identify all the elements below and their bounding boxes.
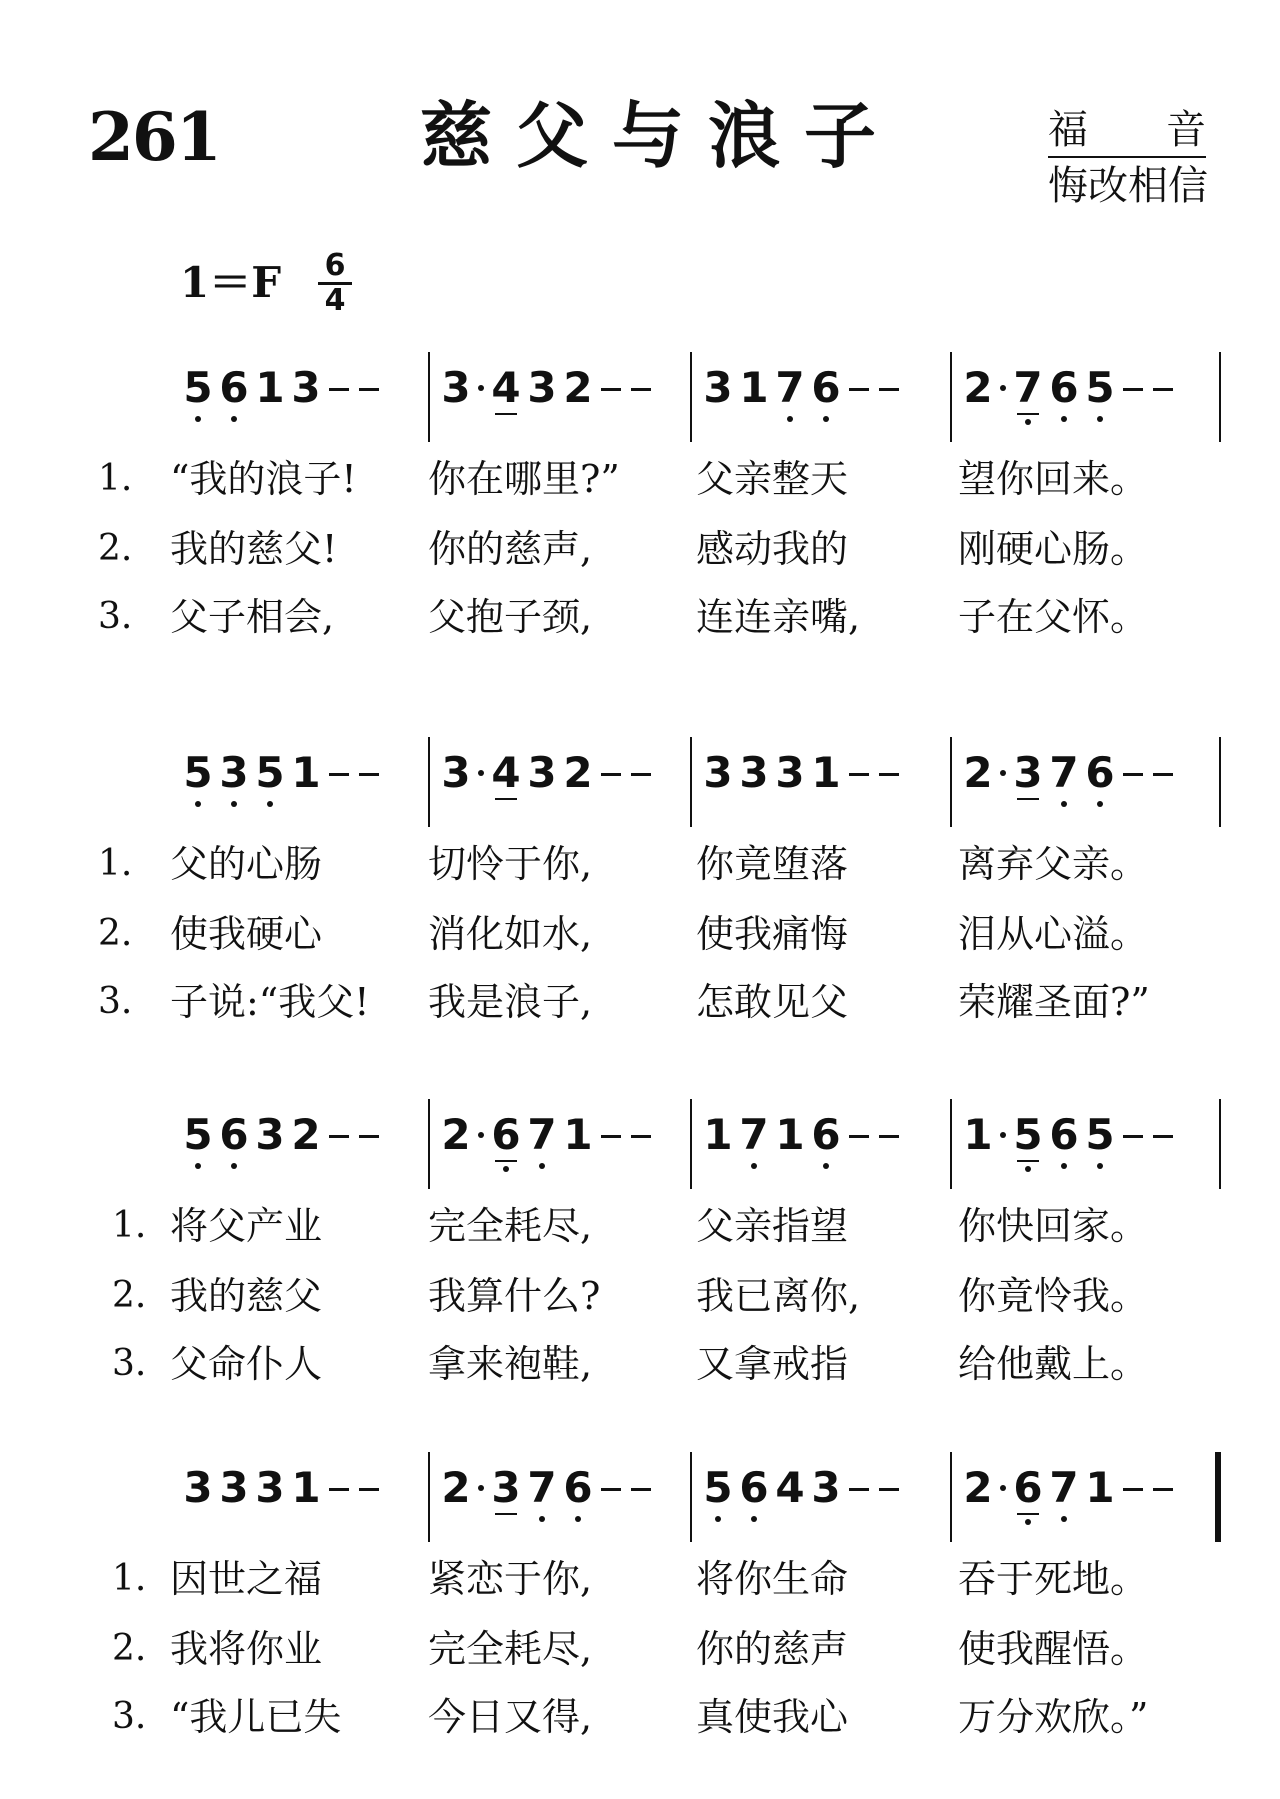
augmentation-dot [474, 749, 488, 807]
barline [690, 1452, 692, 1542]
lyric-phrase: 荣耀圣面?” [958, 980, 1150, 1024]
note: 7 [1010, 364, 1046, 422]
lyric-phrase: 子在父怀。 [958, 595, 1149, 639]
barline [950, 1452, 952, 1542]
verse-number: 1. [112, 1558, 147, 1599]
verse-number: 3. [98, 596, 133, 637]
lyric-phrase: 消化如水, [428, 912, 593, 956]
lyric-phrase: 离弃父亲。 [958, 842, 1149, 886]
measure [960, 1111, 1178, 1171]
barline [1219, 737, 1221, 827]
note: 1 [563, 1110, 593, 1159]
note: 3 [441, 748, 471, 797]
dash-extension [1148, 749, 1178, 807]
note: 3 [183, 1463, 213, 1512]
note: 2 [963, 363, 993, 412]
barline [690, 352, 692, 442]
measure [180, 749, 384, 809]
lyric-phrase: 今日又得, [428, 1695, 593, 1739]
note: 3 [255, 1463, 285, 1512]
dash-extension [844, 1464, 874, 1522]
credit-source-left: 福 [1048, 107, 1088, 153]
lyric-phrase: 刚硬心肠。 [958, 527, 1149, 571]
note: 1 [703, 1110, 733, 1159]
note: 1 [1085, 1463, 1115, 1512]
dash-extension [626, 1464, 656, 1522]
note: 5 [700, 1464, 736, 1522]
dash-extension [1148, 1464, 1178, 1522]
barline [950, 737, 952, 827]
notation-system-3 [0, 1099, 1280, 1189]
lyric-phrase: 使我醒悟。 [958, 1627, 1149, 1671]
barline [950, 1099, 952, 1189]
lyric-phrase: 完全耗尽, [428, 1627, 593, 1671]
note: 2 [963, 1463, 993, 1512]
dash-extension [1148, 364, 1178, 422]
augmentation-dot [474, 364, 488, 422]
lyric-phrase: 吞于死地。 [958, 1557, 1149, 1601]
credit-source [1048, 106, 1206, 158]
note: 3 [1010, 749, 1046, 807]
lyric-phrase: 父抱子颈, [428, 595, 593, 639]
note: 6 [216, 1111, 252, 1169]
barline [690, 1099, 692, 1189]
lyric-phrase: 使我硬心 [170, 912, 323, 956]
lyric-phrase: 父亲指望 [696, 1204, 849, 1248]
note: 3 [739, 748, 769, 797]
note: 5 [180, 1111, 216, 1169]
dash-extension [324, 749, 354, 807]
note: 7 [772, 364, 808, 422]
dash-extension [596, 364, 626, 422]
lyric-phrase: 泪从心溢。 [958, 912, 1149, 956]
dash-extension [324, 1111, 354, 1169]
time-signature-numerator: 6 [324, 248, 346, 283]
barline [428, 1452, 430, 1542]
measure [180, 1464, 384, 1524]
lyric-phrase: 父子相会, [170, 595, 335, 639]
note: 6 [560, 1464, 596, 1522]
note: 1 [739, 363, 769, 412]
measure [700, 749, 904, 809]
lyric-phrase: 怎敢见父 [696, 980, 849, 1024]
dash-extension [1118, 1464, 1148, 1522]
lyric-phrase: 你的慈声, [428, 527, 593, 571]
measure [700, 1464, 904, 1524]
verse-number: 1. [112, 1205, 147, 1246]
note: 6 [1046, 1111, 1082, 1169]
verse-number: 2. [112, 1628, 147, 1669]
note: 1 [775, 1110, 805, 1159]
hymn-number: 261 [88, 98, 220, 176]
barline [428, 1099, 430, 1189]
note: 2 [963, 748, 993, 797]
lyric-phrase: 你竟怜我。 [958, 1274, 1149, 1318]
note: 5 [180, 364, 216, 422]
note: 7 [524, 1464, 560, 1522]
lyric-phrase: 将父产业 [170, 1204, 323, 1248]
measure [960, 364, 1178, 424]
lyric-phrase: 子说:“我父! [170, 980, 370, 1024]
verse-number: 3. [112, 1343, 147, 1384]
note: 3 [811, 1463, 841, 1512]
note: 6 [1046, 364, 1082, 422]
note: 3 [775, 748, 805, 797]
credit-source-right: 音 [1166, 107, 1206, 153]
final-barline [1215, 1452, 1221, 1542]
dash-extension [1118, 364, 1148, 422]
dash-extension [874, 749, 904, 807]
augmentation-dot [996, 1464, 1010, 1522]
measure [700, 1111, 904, 1171]
lyric-phrase: 父的心肠 [170, 842, 323, 886]
note: 7 [1046, 1464, 1082, 1522]
dash-extension [874, 1111, 904, 1169]
lyric-phrase: 你快回家。 [958, 1204, 1149, 1248]
note: 7 [736, 1111, 772, 1169]
note: 6 [216, 364, 252, 422]
note: 3 [488, 1464, 524, 1522]
lyric-phrase: 真使我心 [696, 1695, 849, 1739]
lyric-phrase: 你竟堕落 [696, 842, 849, 886]
dash-extension [354, 1464, 384, 1522]
dash-extension [1118, 749, 1148, 807]
verse-number: 3. [112, 1696, 147, 1737]
measure [960, 1464, 1178, 1524]
time-signature-denominator: 4 [318, 282, 352, 317]
note: 3 [216, 749, 252, 807]
measure [438, 749, 656, 809]
note: 5 [180, 749, 216, 807]
dash-extension [1148, 1111, 1178, 1169]
lyric-phrase: 我将你业 [170, 1627, 323, 1671]
barline [428, 737, 430, 827]
measure [180, 364, 384, 424]
verse-number: 1. [98, 458, 133, 499]
lyric-phrase: 我是浪子, [428, 980, 593, 1024]
note: 4 [488, 749, 524, 807]
note: 4 [488, 364, 524, 422]
lyric-phrase: 使我痛悔 [696, 912, 849, 956]
dash-extension [596, 1111, 626, 1169]
note: 3 [527, 363, 557, 412]
notation-system-1 [0, 352, 1280, 442]
barline [1219, 1099, 1221, 1189]
lyric-phrase: 父亲整天 [696, 457, 849, 501]
lyric-phrase: 我的慈父! [170, 527, 338, 571]
note: 5 [252, 749, 288, 807]
lyric-phrase: 紧恋于你, [428, 1557, 593, 1601]
hymn-title: 慈父与浪子 [420, 93, 901, 178]
lyric-phrase: 我的慈父 [170, 1274, 323, 1318]
dash-extension [596, 749, 626, 807]
dash-extension [354, 749, 384, 807]
note: 6 [808, 1111, 844, 1169]
lyric-phrase: 完全耗尽, [428, 1204, 593, 1248]
note: 3 [255, 1110, 285, 1159]
augmentation-dot [474, 1464, 488, 1522]
note: 3 [291, 363, 321, 412]
barline [950, 352, 952, 442]
augmentation-dot [474, 1111, 488, 1169]
dash-extension [844, 364, 874, 422]
notation-system-2 [0, 737, 1280, 827]
verse-number: 2. [112, 1275, 147, 1316]
augmentation-dot [996, 749, 1010, 807]
note: 2 [441, 1463, 471, 1512]
lyric-phrase: 我算什么? [428, 1274, 601, 1318]
note: 6 [736, 1464, 772, 1522]
note: 3 [219, 1463, 249, 1512]
note: 2 [291, 1110, 321, 1159]
dash-extension [844, 749, 874, 807]
measure [438, 364, 656, 424]
note: 3 [527, 748, 557, 797]
note: 7 [524, 1111, 560, 1169]
lyric-phrase: 望你回来。 [958, 457, 1149, 501]
barline [690, 737, 692, 827]
note: 5 [1082, 364, 1118, 422]
notation-system-4 [0, 1452, 1280, 1542]
lyric-phrase: “我儿已失 [170, 1695, 342, 1739]
dash-extension [324, 364, 354, 422]
measure [438, 1111, 656, 1171]
verse-number: 3. [98, 981, 133, 1022]
dash-extension [1118, 1111, 1148, 1169]
lyric-phrase: “我的浪子! [170, 457, 357, 501]
note: 3 [441, 363, 471, 412]
verse-number: 1. [98, 843, 133, 884]
measure [960, 749, 1178, 809]
dash-extension [354, 1111, 384, 1169]
verse-number: 2. [98, 528, 133, 569]
barline [1219, 352, 1221, 442]
lyric-phrase: 感动我的 [696, 527, 849, 571]
lyric-phrase: 将你生命 [696, 1557, 849, 1601]
note: 3 [703, 363, 733, 412]
lyric-phrase: 因世之福 [170, 1557, 323, 1601]
barline [428, 352, 430, 442]
note: 7 [1046, 749, 1082, 807]
note: 1 [255, 363, 285, 412]
dash-extension [626, 364, 656, 422]
note: 2 [563, 748, 593, 797]
note: 6 [1082, 749, 1118, 807]
dash-extension [874, 1464, 904, 1522]
note: 5 [1010, 1111, 1046, 1169]
measure [438, 1464, 656, 1524]
lyric-phrase: 切怜于你, [428, 842, 593, 886]
dash-extension [874, 364, 904, 422]
dash-extension [626, 1111, 656, 1169]
note: 2 [441, 1110, 471, 1159]
note: 1 [811, 748, 841, 797]
lyric-phrase: 连连亲嘴, [696, 595, 861, 639]
dash-extension [354, 364, 384, 422]
note: 2 [563, 363, 593, 412]
dash-extension [844, 1111, 874, 1169]
note: 6 [488, 1111, 524, 1169]
lyric-phrase: 我已离你, [696, 1274, 861, 1318]
augmentation-dot [996, 364, 1010, 422]
dash-extension [626, 749, 656, 807]
note: 1 [963, 1110, 993, 1159]
dash-extension [324, 1464, 354, 1522]
note: 6 [808, 364, 844, 422]
note: 3 [703, 748, 733, 797]
lyric-phrase: 你的慈声 [696, 1627, 849, 1671]
credit-author: 悔改相信 [1048, 163, 1208, 209]
note: 4 [775, 1463, 805, 1512]
lyric-phrase: 万分欢欣。” [958, 1695, 1149, 1739]
lyric-phrase: 给他戴上。 [958, 1342, 1149, 1386]
lyric-phrase: 你在哪里?” [428, 457, 620, 501]
key-signature: 1＝F [180, 258, 282, 307]
note: 1 [291, 748, 321, 797]
augmentation-dot [996, 1111, 1010, 1169]
lyric-phrase: 拿来袍鞋, [428, 1342, 593, 1386]
lyric-phrase: 又拿戒指 [696, 1342, 849, 1386]
note: 6 [1010, 1464, 1046, 1522]
note: 5 [1082, 1111, 1118, 1169]
lyric-phrase: 父命仆人 [170, 1342, 323, 1386]
measure [700, 364, 904, 424]
measure [180, 1111, 384, 1171]
verse-number: 2. [98, 913, 133, 954]
note: 1 [291, 1463, 321, 1512]
dash-extension [596, 1464, 626, 1522]
time-signature [318, 250, 352, 317]
